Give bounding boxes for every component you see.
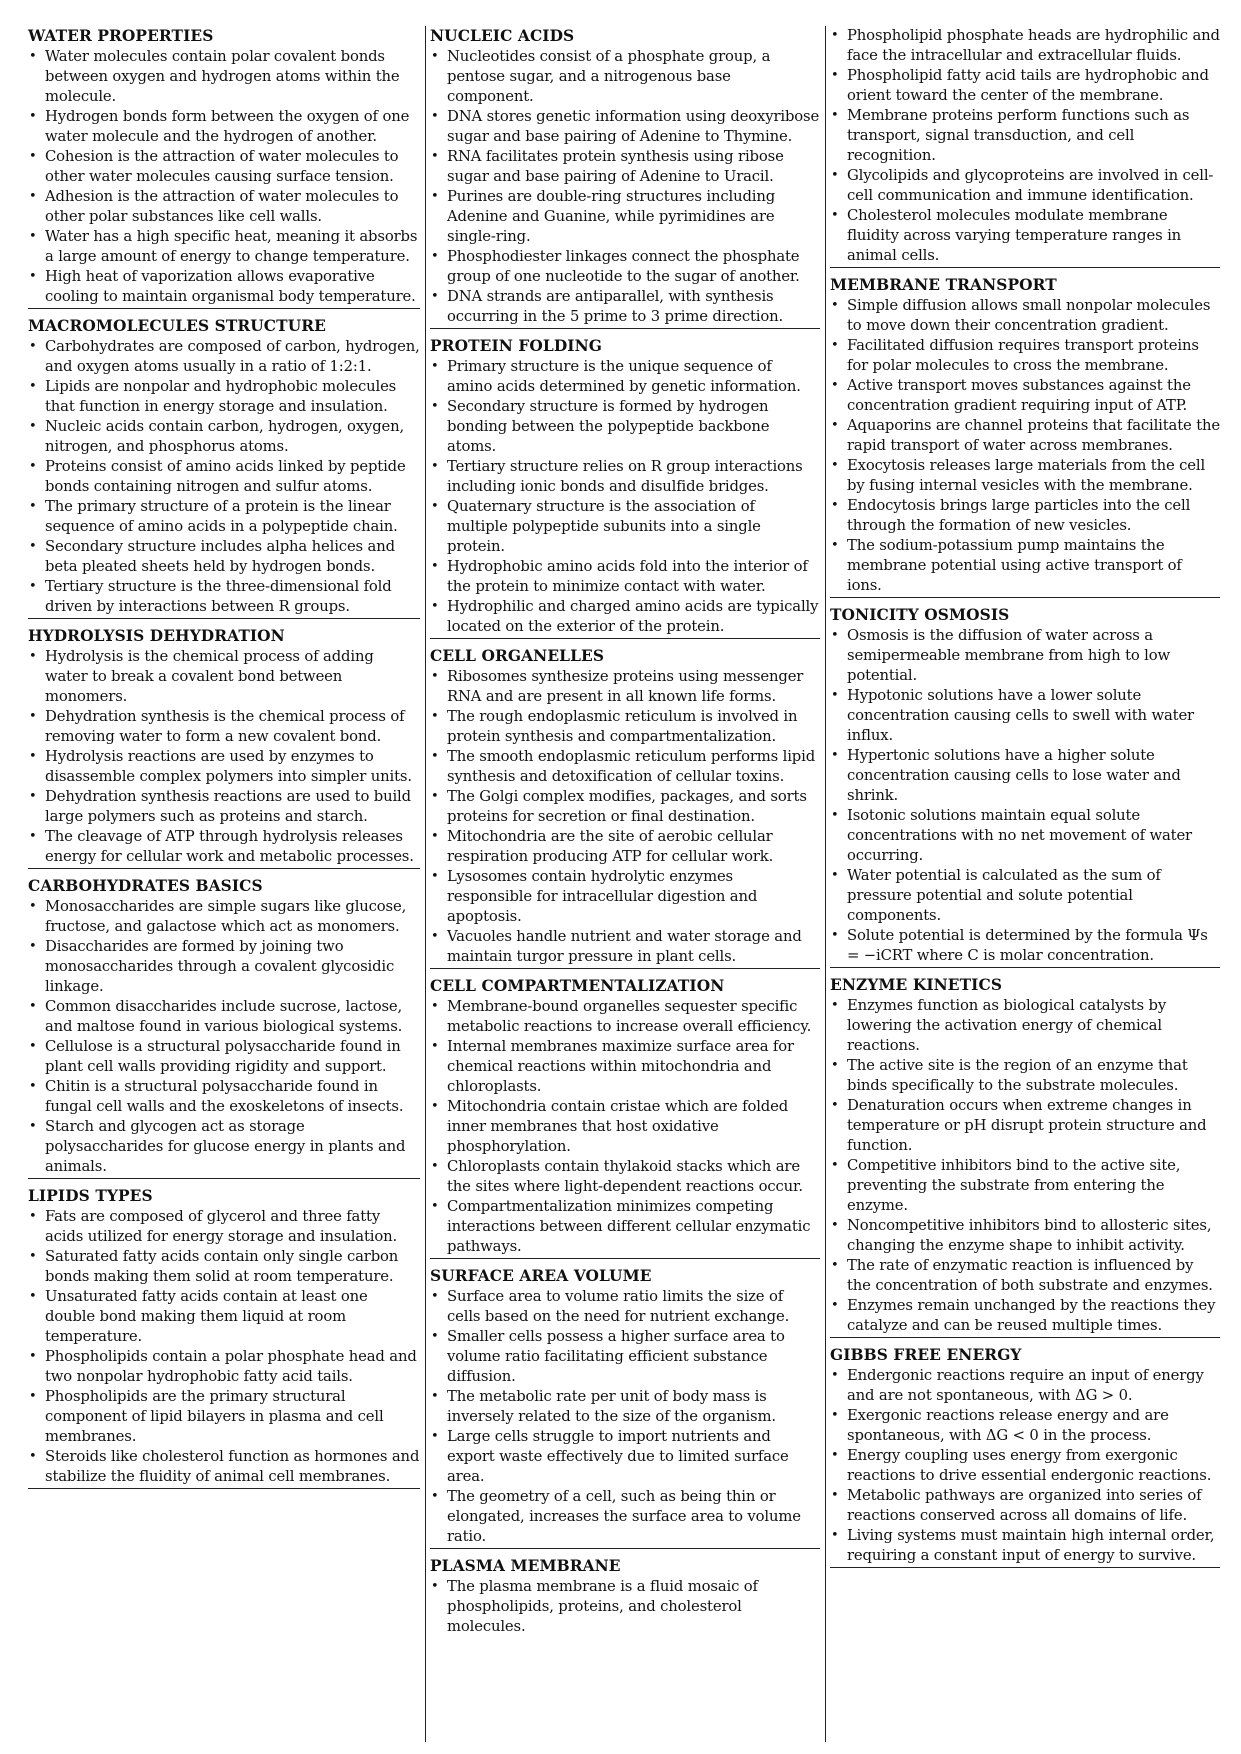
list-item: • Simple diffusion allows small nonpolar molecules to move down their concentration gradient.	[830, 296, 1220, 336]
section	[28, 626, 420, 869]
section	[830, 975, 1220, 1338]
list-item: • Hydrophobic amino acids fold into the interior of the protein to minimize contact with water.	[430, 557, 820, 597]
section-title: GIBBS FREE ENERGY	[830, 1346, 1022, 1364]
list-item: • The active site is the region of an enzyme that binds specifically to the substrate molecules.	[830, 1056, 1220, 1096]
section-title: MACROMOLECULES STRUCTURE	[28, 317, 326, 335]
list-item: • Cholesterol molecules modulate membrane fluidity across varying temperature ranges in animal cells.	[830, 206, 1220, 266]
list-item: • Enzymes remain unchanged by the reactions they catalyze and can be reused multiple times.	[830, 1296, 1220, 1336]
list-item: • Phospholipids are the primary structural component of lipid bilayers in plasma and cell membranes.	[28, 1387, 420, 1447]
list-item: • Saturated fatty acids contain only single carbon bonds making them solid at room temperature.	[28, 1247, 420, 1287]
column-1	[28, 26, 425, 1742]
section	[430, 1556, 820, 1638]
list-item: • Water has a high specific heat, meaning it absorbs a large amount of energy to change temperature.	[28, 227, 420, 267]
list-item: • Noncompetitive inhibitors bind to allosteric sites, changing the enzyme shape to inhibit activity.	[830, 1216, 1220, 1256]
list-item: • Smaller cells possess a higher surface area to volume ratio facilitating efficient substance diffusion.	[430, 1327, 820, 1387]
bullet-list	[430, 667, 820, 967]
list-item: • Lipids are nonpolar and hydrophobic molecules that function in energy storage and insulation.	[28, 377, 420, 417]
list-item: • Membrane-bound organelles sequester specific metabolic reactions to increase overall efficiency.	[430, 997, 820, 1037]
section	[28, 26, 420, 309]
list-item: • The sodium-potassium pump maintains the membrane potential using active transport of ions.	[830, 536, 1220, 596]
list-item: • The Golgi complex modifies, packages, and sorts proteins for secretion or final destination.	[430, 787, 820, 827]
list-item: • Phospholipids contain a polar phosphate head and two nonpolar hydrophobic fatty acid tails.	[28, 1347, 420, 1387]
list-item: • DNA strands are antiparallel, with synthesis occurring in the 5 prime to 3 prime direction.	[430, 287, 820, 327]
list-item: • Solute potential is determined by the formula Ψs = −iCRT where C is molar concentration.	[830, 926, 1220, 966]
list-item: • Adhesion is the attraction of water molecules to other polar substances like cell walls.	[28, 187, 420, 227]
list-item: • Osmosis is the diffusion of water across a semipermeable membrane from high to low potential.	[830, 626, 1220, 686]
bullet-list	[430, 1577, 820, 1637]
list-item: • Denaturation occurs when extreme changes in temperature or pH disrupt protein structure and function.	[830, 1096, 1220, 1156]
column-2	[425, 26, 825, 1742]
list-item: • Endocytosis brings large particles into the cell through the formation of new vesicles.	[830, 496, 1220, 536]
list-item: • Hydrophilic and charged amino acids are typically located on the exterior of the protein.	[430, 597, 820, 637]
section-title: CELL ORGANELLES	[430, 647, 605, 665]
section-title: MEMBRANE TRANSPORT	[830, 276, 1057, 294]
section-title: PLASMA MEMBRANE	[430, 1557, 621, 1575]
column-3	[825, 26, 1220, 1742]
list-item: • Enzymes function as biological catalysts by lowering the activation energy of chemical reactions.	[830, 996, 1220, 1056]
list-item: • RNA facilitates protein synthesis using ribose sugar and base pairing of Adenine to Uracil.	[430, 147, 820, 187]
section	[830, 26, 1220, 268]
bullet-list	[830, 26, 1220, 266]
bullet-list	[430, 47, 820, 327]
list-item: • Facilitated diffusion requires transport proteins for polar molecules to cross the membrane.	[830, 336, 1220, 376]
section	[430, 336, 820, 639]
list-item: • High heat of vaporization allows evaporative cooling to maintain organismal body temperature.	[28, 267, 420, 307]
list-item: • DNA stores genetic information using deoxyribose sugar and base pairing of Adenine to Thymine.	[430, 107, 820, 147]
section-title: LIPIDS TYPES	[28, 1187, 153, 1205]
section	[830, 1345, 1220, 1568]
list-item: • Ribosomes synthesize proteins using messenger RNA and are present in all known life forms.	[430, 667, 820, 707]
list-item: • Large cells struggle to import nutrients and export waste effectively due to limited surface area.	[430, 1427, 820, 1487]
list-item: • Secondary structure includes alpha helices and beta pleated sheets held by hydrogen bonds.	[28, 537, 420, 577]
list-item: • Surface area to volume ratio limits the size of cells based on the need for nutrient exchange.	[430, 1287, 820, 1327]
bullet-list	[28, 897, 420, 1177]
list-item: • The geometry of a cell, such as being thin or elongated, increases the surface area to volume ratio.	[430, 1487, 820, 1547]
section	[430, 26, 820, 329]
list-item: • Metabolic pathways are organized into series of reactions conserved across all domains of life.	[830, 1486, 1220, 1526]
list-item: • Secondary structure is formed by hydrogen bonding between the polypeptide backbone atoms.	[430, 397, 820, 457]
list-item: • Cohesion is the attraction of water molecules to other water molecules causing surface tension.	[28, 147, 420, 187]
section-title: PROTEIN FOLDING	[430, 337, 602, 355]
list-item: • Living systems must maintain high internal order, requiring a constant input of energy to survive.	[830, 1526, 1220, 1566]
list-item: • The rate of enzymatic reaction is influenced by the concentration of both substrate and enzymes.	[830, 1256, 1220, 1296]
list-item: • The plasma membrane is a fluid mosaic of phospholipids, proteins, and cholesterol molecules.	[430, 1577, 820, 1637]
list-item: • Nucleic acids contain carbon, hydrogen, oxygen, nitrogen, and phosphorus atoms.	[28, 417, 420, 457]
list-item: • Dehydration synthesis is the chemical process of removing water to form a new covalent bond.	[28, 707, 420, 747]
bullet-list	[830, 1366, 1220, 1566]
list-item: • Glycolipids and glycoproteins are involved in cell-cell communication and immune identification.	[830, 166, 1220, 206]
list-item: • Active transport moves substances against the concentration gradient requiring input of ATP.	[830, 376, 1220, 416]
bullet-list	[28, 47, 420, 307]
list-item: • Internal membranes maximize surface area for chemical reactions within mitochondria and chloroplasts.	[430, 1037, 820, 1097]
list-item: • Phospholipid fatty acid tails are hydrophobic and orient toward the center of the membrane.	[830, 66, 1220, 106]
list-item: • Unsaturated fatty acids contain at least one double bond making them liquid at room temperature.	[28, 1287, 420, 1347]
section	[430, 1266, 820, 1549]
list-item: • The smooth endoplasmic reticulum performs lipid synthesis and detoxification of cellular toxins.	[430, 747, 820, 787]
list-item: • Hydrogen bonds form between the oxygen of one water molecule and the hydrogen of another.	[28, 107, 420, 147]
list-item: • Mitochondria are the site of aerobic cellular respiration producing ATP for cellular work.	[430, 827, 820, 867]
bullet-list	[430, 357, 820, 637]
list-item: • Water molecules contain polar covalent bonds between oxygen and hydrogen atoms within the molecule.	[28, 47, 420, 107]
list-item: • Exocytosis releases large materials from the cell by fusing internal vesicles with the membrane.	[830, 456, 1220, 496]
bullet-list	[830, 626, 1220, 966]
bullet-list	[430, 1287, 820, 1547]
list-item: • Phospholipid phosphate heads are hydrophilic and face the intracellular and extracellular fluids.	[830, 26, 1220, 66]
list-item: • Fats are composed of glycerol and three fatty acids utilized for energy storage and insulation.	[28, 1207, 420, 1247]
list-item: • Tertiary structure is the three-dimensional fold driven by interactions between R groups.	[28, 577, 420, 617]
bullet-list	[430, 997, 820, 1257]
bullet-list	[830, 296, 1220, 596]
list-item: • Starch and glycogen act as storage polysaccharides for glucose energy in plants and animals.	[28, 1117, 420, 1177]
list-item: • Purines are double-ring structures including Adenine and Guanine, while pyrimidines are single-ring.	[430, 187, 820, 247]
bullet-list	[28, 647, 420, 867]
section	[28, 316, 420, 619]
section	[430, 976, 820, 1259]
list-item: • Monosaccharides are simple sugars like glucose, fructose, and galactose which act as monomers.	[28, 897, 420, 937]
list-item: • Hydrolysis is the chemical process of adding water to break a covalent bond between monomers.	[28, 647, 420, 707]
list-item: • Tertiary structure relies on R group interactions including ionic bonds and disulfide bridges.	[430, 457, 820, 497]
list-item: • Nucleotides consist of a phosphate group, a pentose sugar, and a nitrogenous base component.	[430, 47, 820, 107]
list-item: • Compartmentalization minimizes competing interactions between different cellular enzymatic pathways.	[430, 1197, 820, 1257]
bullet-list	[28, 337, 420, 617]
list-item: • The metabolic rate per unit of body mass is inversely related to the size of the organism.	[430, 1387, 820, 1427]
section-title: CARBOHYDRATES BASICS	[28, 877, 263, 895]
list-item: • Water potential is calculated as the sum of pressure potential and solute potential components.	[830, 866, 1220, 926]
bullet-list	[830, 996, 1220, 1336]
section-title: SURFACE AREA VOLUME	[430, 1267, 652, 1285]
list-item: • Vacuoles handle nutrient and water storage and maintain turgor pressure in plant cells.	[430, 927, 820, 967]
list-item: • Exergonic reactions release energy and are spontaneous, with ΔG < 0 in the process.	[830, 1406, 1220, 1446]
section	[430, 646, 820, 969]
section	[28, 876, 420, 1179]
list-item: • Disaccharides are formed by joining two monosaccharides through a covalent glycosidic linkage.	[28, 937, 420, 997]
list-item: • Proteins consist of amino acids linked by peptide bonds containing nitrogen and sulfur atoms.	[28, 457, 420, 497]
list-item: • Energy coupling uses energy from exergonic reactions to drive essential endergonic reactions.	[830, 1446, 1220, 1486]
list-item: • Dehydration synthesis reactions are used to build large polymers such as proteins and starch.	[28, 787, 420, 827]
list-item: • Steroids like cholesterol function as hormones and stabilize the fluidity of animal cell membranes.	[28, 1447, 420, 1487]
section	[28, 1186, 420, 1489]
list-item: • Isotonic solutions maintain equal solute concentrations with no net movement of water occurring.	[830, 806, 1220, 866]
list-item: • Membrane proteins perform functions such as transport, signal transduction, and cell recognition.	[830, 106, 1220, 166]
list-item: • Carbohydrates are composed of carbon, hydrogen, and oxygen atoms usually in a ratio of 1:2:1.	[28, 337, 420, 377]
section-title: TONICITY OSMOSIS	[830, 606, 1010, 624]
bullet-list	[28, 1207, 420, 1487]
list-item: • Lysosomes contain hydrolytic enzymes responsible for intracellular digestion and apoptosis.	[430, 867, 820, 927]
list-item: • Endergonic reactions require an input of energy and are not spontaneous, with ΔG > 0.	[830, 1366, 1220, 1406]
list-item: • Competitive inhibitors bind to the active site, preventing the substrate from entering the enzyme.	[830, 1156, 1220, 1216]
section	[830, 275, 1220, 598]
list-item: • Common disaccharides include sucrose, lactose, and maltose found in various biological systems.	[28, 997, 420, 1037]
list-item: • Mitochondria contain cristae which are folded inner membranes that host oxidative phosphorylation.	[430, 1097, 820, 1157]
list-item: • Hypotonic solutions have a lower solute concentration causing cells to swell with water influx.	[830, 686, 1220, 746]
section	[830, 605, 1220, 968]
list-item: • Chloroplasts contain thylakoid stacks which are the sites where light-dependent reactions occur.	[430, 1157, 820, 1197]
section-title: CELL COMPARTMENTALIZATION	[430, 977, 725, 995]
section-title: ENZYME KINETICS	[830, 976, 1003, 994]
cheat-sheet	[28, 26, 1220, 1742]
list-item: • Phosphodiester linkages connect the phosphate group of one nucleotide to the sugar of another.	[430, 247, 820, 287]
list-item: • The cleavage of ATP through hydrolysis releases energy for cellular work and metabolic processes.	[28, 827, 420, 867]
list-item: • The rough endoplasmic reticulum is involved in protein synthesis and compartmentalization.	[430, 707, 820, 747]
list-item: • Hydrolysis reactions are used by enzymes to disassemble complex polymers into simpler units.	[28, 747, 420, 787]
list-item: • Quaternary structure is the association of multiple polypeptide subunits into a single protein.	[430, 497, 820, 557]
section-title: WATER PROPERTIES	[28, 27, 214, 45]
list-item: • Primary structure is the unique sequence of amino acids determined by genetic information.	[430, 357, 820, 397]
section-title: HYDROLYSIS DEHYDRATION	[28, 627, 285, 645]
list-item: • Cellulose is a structural polysaccharide found in plant cell walls providing rigidity and support.	[28, 1037, 420, 1077]
list-item: • Hypertonic solutions have a higher solute concentration causing cells to lose water and shrink.	[830, 746, 1220, 806]
list-item: • Aquaporins are channel proteins that facilitate the rapid transport of water across membranes.	[830, 416, 1220, 456]
list-item: • The primary structure of a protein is the linear sequence of amino acids in a polypeptide chain.	[28, 497, 420, 537]
list-item: • Chitin is a structural polysaccharide found in fungal cell walls and the exoskeletons of insects.	[28, 1077, 420, 1117]
section-title: NUCLEIC ACIDS	[430, 27, 575, 45]
